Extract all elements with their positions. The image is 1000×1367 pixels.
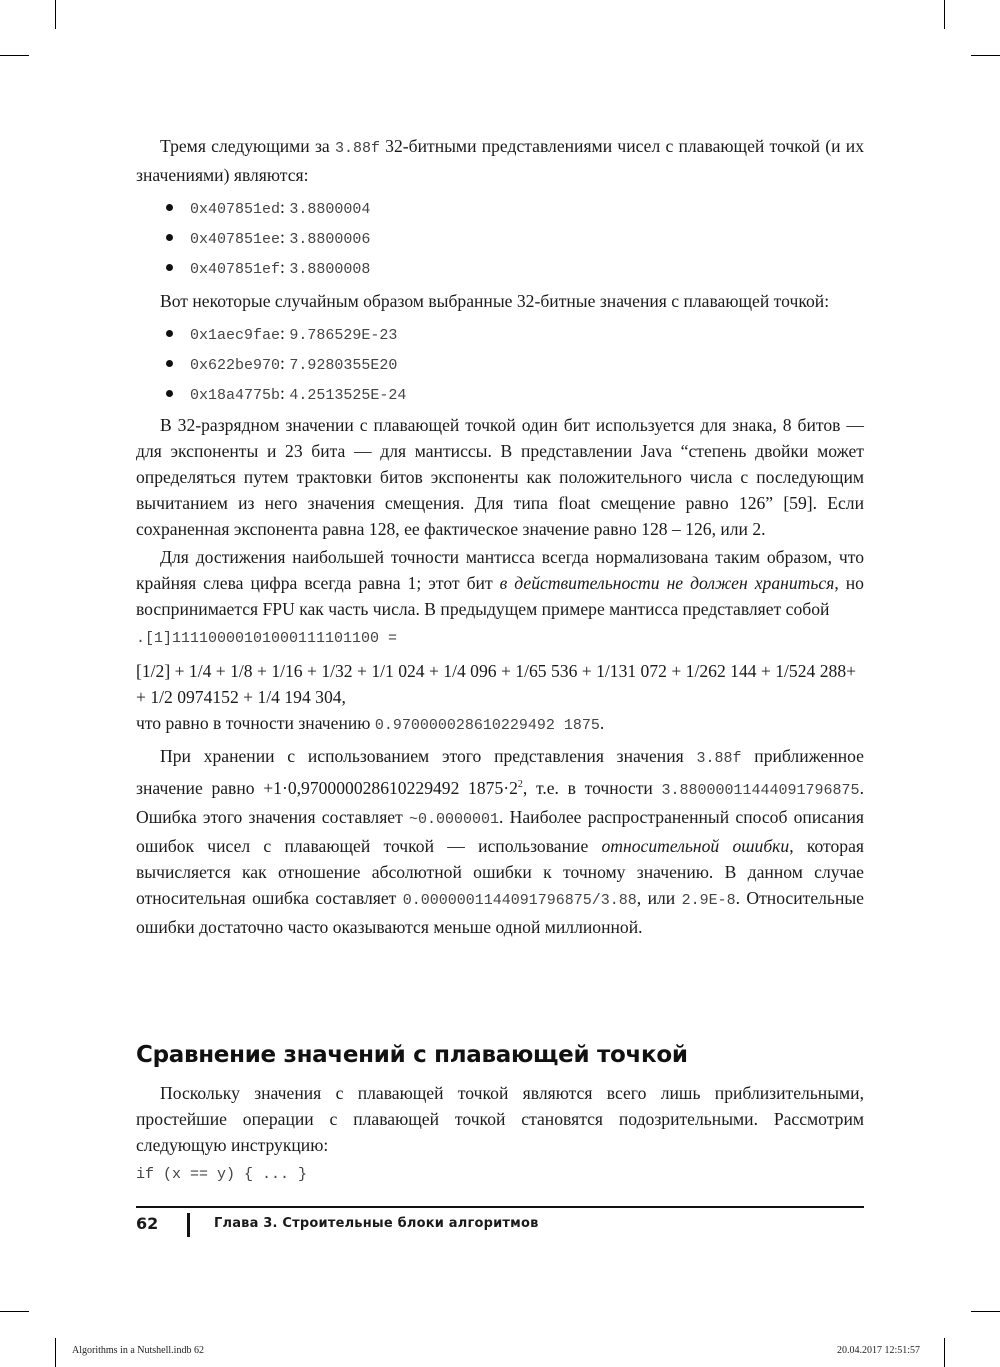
code-line: if (x == y) { ... } <box>136 1166 308 1183</box>
list-item: 0x407851ef: 3.8800008 <box>136 252 864 282</box>
crop-mark <box>971 1311 1000 1312</box>
crop-mark <box>971 55 1000 56</box>
paragraph-compare: Поскольку значения с плавающей точкой являются всего лишь приблизительными, простейшие операции с плавающей точкой становятся подозрительными. Рассмотрим следующую инструкцию: <box>136 1083 864 1155</box>
paragraph-mantissa: Для достижения наибольшей точности мантисса всегда нормализована таким образом, что крайняя слева цифра всегда равна 1; этот бит в действительности не должен храниться, но воспринимается FPU как часть числа. В предыдущем примере мантисса представляет собой <box>136 547 864 619</box>
running-footer-chapter: Глава 3. Строительные блоки алгоритмов <box>214 1216 539 1231</box>
body-text-section <box>136 1080 864 1188</box>
crop-mark <box>0 55 29 56</box>
crop-mark <box>944 0 945 29</box>
print-slug-file: Algorithms in a Nutshell.indb 62 <box>72 1345 204 1356</box>
random-values-list <box>136 318 864 408</box>
paragraph-bits: В 32-разрядном значении с плавающей точкой один бит используется для знака, 8 битов — для экспоненты и 23 бита — для мантиссы. В представлении Java “степень двойки может определяться путем трактовки битов экспоненты как положительного числа с последующим вычитанием из него значения смещения. Для типа float смещение равно 126” [59]. Если сохраненная экспонента равна 128, ее фактическое значение равно 128 – 126, или 2. <box>136 415 864 539</box>
list-item: 0x622be970: 7.9280355E20 <box>136 348 864 378</box>
crop-mark <box>0 1311 29 1312</box>
list-item: 0x407851ed: 3.8800004 <box>136 192 864 222</box>
crop-mark <box>55 0 56 29</box>
mantissa-bits: .[1]11110000101000111101100 = <box>136 630 398 647</box>
list-item: 0x18a4775b: 4.2513525E-24 <box>136 378 864 408</box>
crop-mark <box>944 1338 945 1367</box>
footer-divider <box>187 1213 190 1237</box>
list-item: 0x1aec9fae: 9.786529E-23 <box>136 318 864 348</box>
mantissa-formula: [1/2] + 1/4 + 1/8 + 1/16 + 1/32 + 1/1 024 + 1/4 096 + 1/65 536 + 1/131 072 + 1/262 144 + 1/524 288+ + 1/2 0974152 + 1/4 194 304, <box>136 661 857 707</box>
paragraph-random: Вот некоторые случайным образом выбранные 32-битные значения с плавающей точкой: <box>160 291 830 311</box>
list-item: 0x407851ee: 3.8800006 <box>136 222 864 252</box>
print-slug-datetime: 20.04.2017 12:51:57 <box>836 1345 920 1356</box>
equals-line: что равно в точности значению 0.970000028610229492 1875. <box>136 713 605 734</box>
body-text <box>136 133 864 940</box>
crop-mark <box>55 1338 56 1367</box>
hex-values-list <box>136 192 864 282</box>
section-heading: Сравнение значений с плавающей точкой <box>136 1042 688 1068</box>
footer-rule <box>136 1206 864 1208</box>
paragraph-intro: Тремя следующими за 3.88f 32-битными представлениями чисел с плавающей точкой (и их значениями) являются: <box>136 136 864 185</box>
page-number: 62 <box>136 1214 159 1233</box>
paragraph-error: При хранении с использованием этого представления значения 3.88f приближенное значение равно +1·0,970000028610229492 $1875\cdot 2^2$, т.е. в точности 3.88000011444091796875. Ошибка этого значения составляет ~0.0000001. Наиболее распространенный способ описания ошибок чисел с плавающей точкой — использование относительной ошибки, которая вычисляется как отношение абсолютной ошибки к точному значению. В данном случае относительная ошибка составляет 0.0000001144091796875/3.88, или 2.9E-8. Относительные ошибки достаточно часто оказываются меньше одной миллионной. <box>136 746 865 937</box>
